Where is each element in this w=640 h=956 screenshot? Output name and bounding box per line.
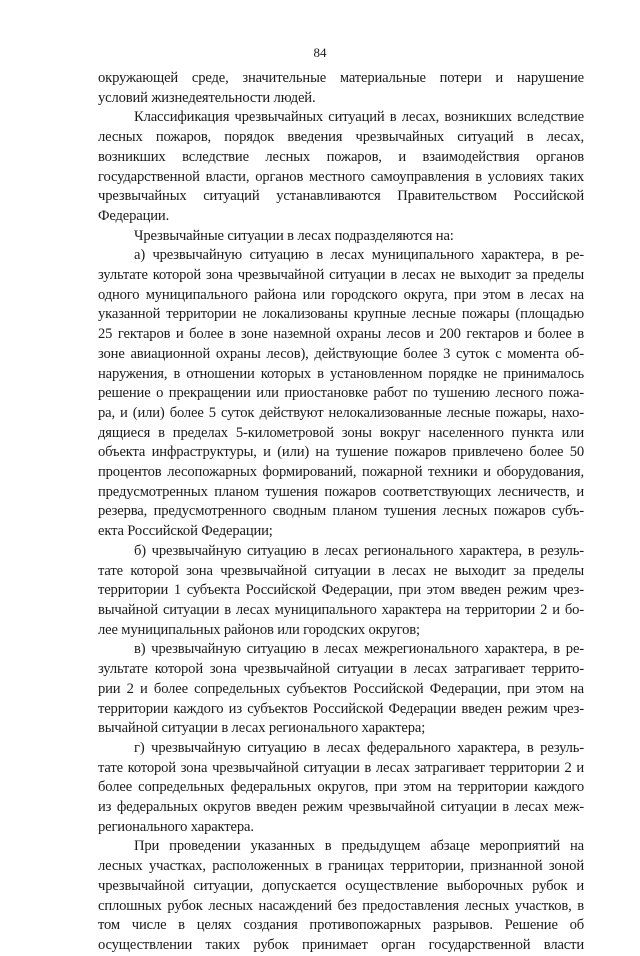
text-line: процентов лесопожарных формирований, пожарной техники и оборудования, [98,464,584,481]
body-text [98,69,584,956]
text-line: Федерации. [98,207,170,224]
text-line: чрезвычайных ситуаций устанавливаются Правительством Российской [98,188,584,205]
text-line: тате которой зона чрезвычайной ситуации в лесах затрагивает территории 2 и [98,759,584,776]
text-line: указанной территории не локализованы крупные лесные пожары (площадью [98,306,584,323]
text-line: лесных участках, расположенных в границах территории, признанной зоной [98,858,584,875]
text-line: более сопредельных федеральных округов, при этом на территории каждого [98,779,584,796]
text-line: одного муниципального района или городского округа, при этом в лесах на [98,286,584,303]
text-line: территории 1 субъекта Российской Федерации, при этом введен режим чрез- [98,582,584,599]
text-line: Чрезвычайные ситуации в лесах подразделяются на: [134,227,454,244]
text-line: государственной власти, органов местного самоуправления в условиях таких [98,168,584,185]
text-line: объекта инфраструктуры, и (или) на тушение пожаров привлечено более 50 [98,444,584,461]
text-line: лее муниципальных районов или городских округов; [98,621,420,638]
text-line: регионального характера. [98,818,254,835]
text-line: рии 2 и более сопредельных субъектов Российской Федерации, при этом на [98,680,584,697]
text-line: в) чрезвычайную ситуацию в лесах межрегионального характера, в ре- [134,641,584,658]
text-line: условий жизнедеятельности людей. [98,89,316,106]
text-line: чрезвычайной ситуации, допускается осуществление выборочных рубок и [98,877,584,894]
text-line: г) чрезвычайную ситуацию в лесах федерального характера, в резуль- [134,739,584,756]
text-line: наружения, в отношении которых в установленном порядке не принималось [98,365,584,382]
text-line: зультате которой зона чрезвычайной ситуации в лесах не выходит за пределы [98,267,584,284]
text-line: екта Российской Федерации; [98,523,273,540]
text-line: зоне авиационной охраны лесов), действующие более 3 суток с момента об- [98,345,584,362]
page-number: 84 [313,45,327,60]
text-line: б) чрезвычайную ситуацию в лесах регионального характера, в резуль- [134,542,584,559]
text-line: из федеральных округов введен режим чрезвычайной ситуации в лесах меж- [98,799,584,816]
text-line: При проведении указанных в предыдущем абзаце мероприятий на [134,838,584,855]
text-line: вычайной ситуации в лесах муниципального характера на территории 2 и бо- [98,601,584,618]
text-line: ра, и (или) более 5 суток действуют нелокализованные лесные пожары, нахо- [98,404,584,421]
text-line: окружающей среде, значительные материальные потери и нарушение [98,70,584,86]
text-line: решение о прекращении или приостановке работ по тушению лесного пожа- [98,385,584,402]
text-line: а) чрезвычайную ситуацию в лесах муниципального характера, в ре- [134,247,584,264]
text-line: Классификация чрезвычайных ситуаций в лесах, возникших вследствие [134,109,584,126]
text-line: вычайной ситуации в лесах регионального характера; [98,720,426,737]
text-line: предусмотренных планом тушения пожаров соответствующих лесничеств, и [98,483,584,500]
text-line: том числе в целях создания противопожарных разрывов. Решение об [98,917,584,934]
text-line: территории каждого из субъектов Российской Федерации введен режим чрез- [98,700,584,717]
text-line: возникших вследствие лесных пожаров, и взаимодействия органов [98,148,584,165]
text-line: тате которой зона чрезвычайной ситуации в лесах не выходит за пределы [98,562,584,579]
text-line: дящиеся в пределах 5-километровой зоны вокруг населенного пункта или [98,424,584,441]
text-line: зультате которой зона чрезвычайной ситуации в лесах затрагивает террито- [98,661,584,678]
text-line: осуществлении таких рубок принимает орган государственной власти [98,936,584,953]
text-line: лесных пожаров, порядок введения чрезвычайных ситуаций в лесах, [98,129,584,146]
text-line: 25 гектаров и более в зоне наземной охраны лесов и 200 гектаров и более в [98,326,584,343]
text-line: сплошных рубок лесных насаждений без предоставления лесных участков, в [98,897,584,914]
text-line: резерва, предусмотренного сводным планом тушения лесных пожаров субъ- [98,503,584,520]
